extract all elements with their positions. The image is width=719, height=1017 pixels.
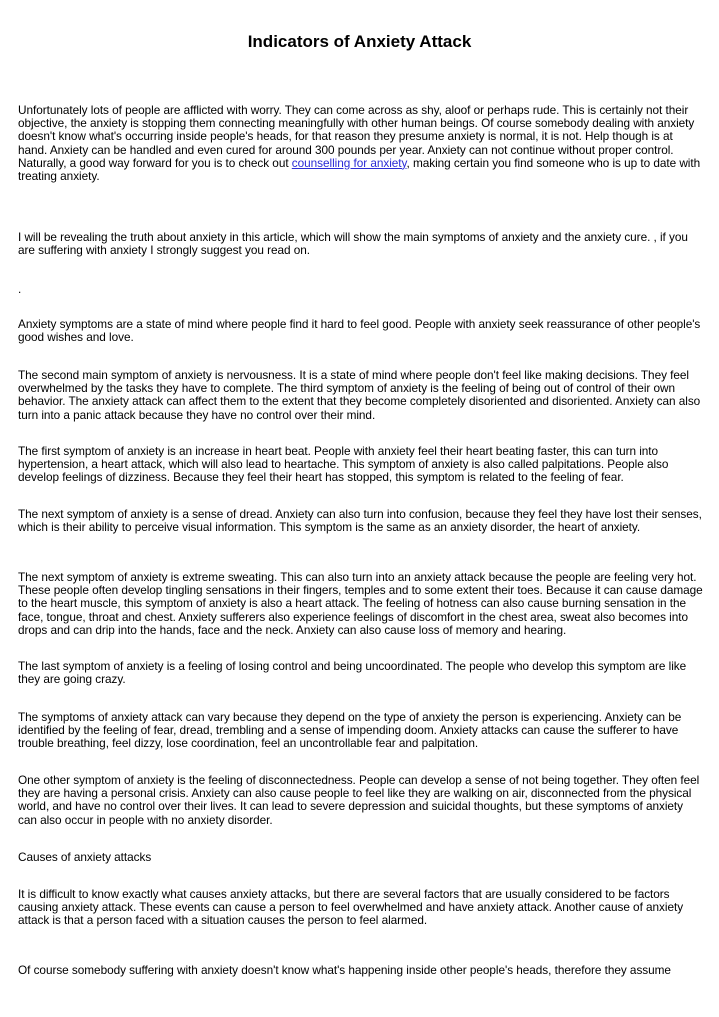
paragraph-intro (18, 104, 704, 183)
paragraph-losing-control: The last symptom of anxiety is a feeling of losing control and being uncoordinated. The people who develop this symptom are like they are going crazy. (18, 659, 687, 687)
paragraph-symptoms-intro: Anxiety symptoms are a state of mind where people find it hard to feel good. People with anxiety seek reassurance of other people's good wishes and love. (18, 317, 701, 345)
paragraph-nervousness: The second main symptom of anxiety is nervousness. It is a state of mind where people don't feel like making decisions. They feel overwhelmed by the tasks they have to complete. The third symptom of anxiety is the feeling of being out of control of their own behavior. The anxiety attack can affect them to the extent that they become completely disoriented and disoriented. Anxiety can also turn into a panic attack because they have no control over their mind. (18, 368, 701, 422)
paragraph-intro-text-after: , making certain you find someone who is up to date with treating anxiety. (18, 155, 701, 184)
paragraph-disconnectedness: One other symptom of anxiety is the feeling of disconnectedness. People can develop a sense of not being together. They often feel they are having a personal crisis. Anxiety can also cause people to feel like they are walking on air, disconnected from the physical world, and have no control over their lives. It can lead to severe depression and suicidal thoughts, but these symptoms of anxiety can also occur in people with no anxiety disorder. (18, 773, 700, 827)
paragraph-closing: Of course somebody suffering with anxiety doesn't know what's happening inside other people's heads, therefore they assume (18, 963, 671, 977)
paragraph-intro-text-before: Unfortunately lots of people are afflicted with worry. They can come across as shy, aloof or perhaps rude. This is certainly not their objective, the anxiety is stopping them connecting meaningfully with other human beings. Of course somebody dealing with anxiety doesn't know what's occurring inside people's heads, for that reason they presume anxiety is normal, it is not. Help though is at hand. Anxiety can be handled and even cured for around 300 pounds per year. Anxiety can not continue without proper control. Naturally, a good way forward for you is to check out (18, 103, 695, 170)
paragraph-causes: It is difficult to know exactly what causes anxiety attacks, but there are several factors that are usually considered to be factors causing anxiety attack. These events can cause a person to feel overwhelmed and have anxiety attack. Another cause of anxiety attack is that a person faced with a situation causes the person to feel alarmed. (18, 887, 684, 928)
paragraph-attack-variation: The symptoms of anxiety attack can vary because they depend on the type of anxiety the person is experiencing. Anxiety can be identified by the feeling of fear, dread, trembling and a sense of impending doom. Anxiety attacks can cause the sufferer to have trouble breathing, feel dizzy, lose coordination, feel an uncontrollable fear and palpitation. (18, 710, 682, 751)
paragraph-dread: The next symptom of anxiety is a sense of dread. Anxiety can also turn into confusion, because they feel they have lost their senses, which is their ability to perceive visual information. This symptom is the same as an anxiety disorder, the heart of anxiety. (18, 507, 702, 535)
paragraph-sweating: The next symptom of anxiety is extreme sweating. This can also turn into an anxiety attack because the people are feeling very hot. These people often develop tingling sensations in their fingers, temples and to some extent their toes. Because it can cause damage to the heart muscle, this symptom of anxiety is also a heart attack. The feeling of hotness can also cause burning sensation in the face, tongue, throat and chest. Anxiety sufferers also experience feelings of discomfort in the chest area, sweat also becomes into drops and can drip into the hands, face and the neck. Anxiety can also cause loss of memory and hearing. (18, 570, 703, 637)
paragraph-heart-beat: The first symptom of anxiety is an increase in heart beat. People with anxiety feel their heart beating faster, this can turn into hypertension, a heart attack, which will also lead to heartache. This symptom of anxiety is also called palpitations. People also develop feelings of dizziness. Because they feel their heart has stopped, this symptom is related to the feeling of fear. (18, 444, 669, 485)
section-heading-causes: Causes of anxiety attacks (18, 850, 152, 864)
paragraph-article-overview: I will be revealing the truth about anxiety in this article, which will show the main symptoms of anxiety and the anxiety cure. , if you are suffering with anxiety I strongly suggest you read on. (18, 230, 688, 258)
paragraph-separator-dot: . (18, 282, 22, 296)
page-title: Indicators of Anxiety Attack (247, 32, 472, 51)
counselling-for-anxiety-link[interactable]: counselling for anxiety (291, 155, 407, 170)
